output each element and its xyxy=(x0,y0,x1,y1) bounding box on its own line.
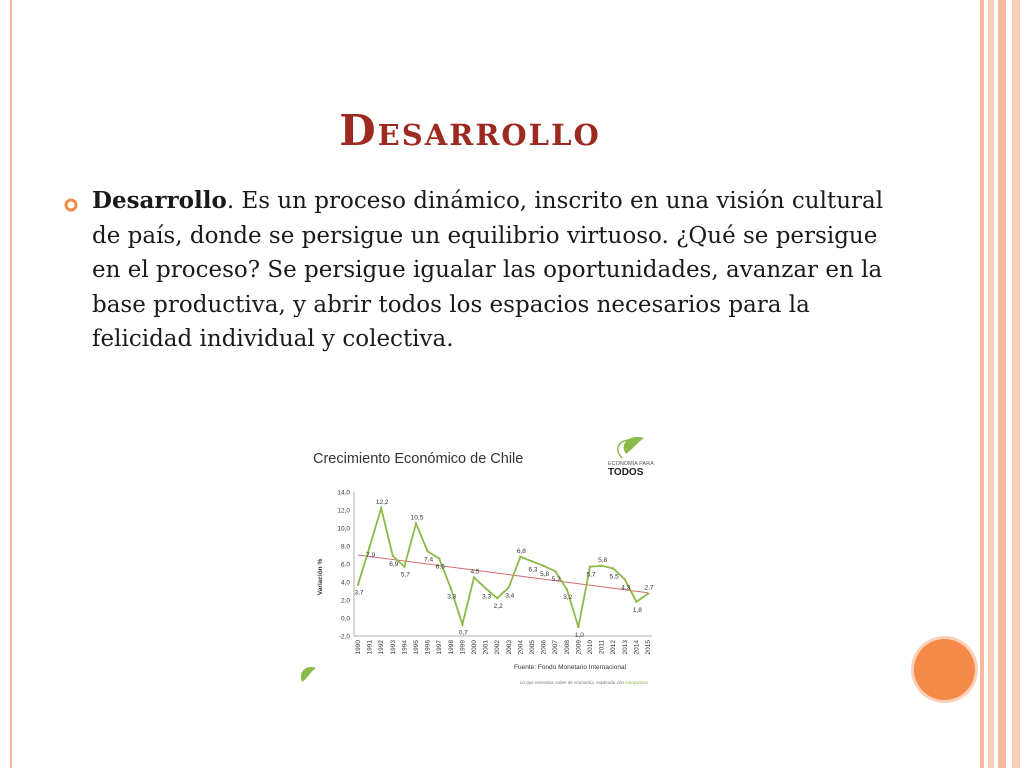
chart-series xyxy=(357,507,649,628)
data-point xyxy=(368,546,370,548)
y-tick-label: 2,0 xyxy=(340,597,350,605)
chart-figure xyxy=(296,432,676,692)
data-point xyxy=(403,566,405,568)
data-label: 5,5 xyxy=(609,573,619,581)
x-tick-label: 1999 xyxy=(459,640,467,655)
data-point xyxy=(647,593,649,595)
data-point xyxy=(577,626,579,628)
data-point xyxy=(438,557,440,559)
y-tick-label: 8,0 xyxy=(340,543,350,551)
x-tick-label: 2006 xyxy=(540,640,548,655)
y-tick-label: -2,0 xyxy=(338,633,350,641)
frame-right-stripes xyxy=(978,0,1024,768)
x-tick-label: 2000 xyxy=(471,640,478,655)
data-label: 4,5 xyxy=(470,568,480,576)
data-label: 1,8 xyxy=(632,606,642,614)
data-point xyxy=(612,567,614,569)
data-point xyxy=(461,623,463,625)
data-point xyxy=(415,522,417,524)
data-point xyxy=(392,555,394,557)
x-tick-label: 1997 xyxy=(436,640,444,655)
data-point xyxy=(635,601,637,603)
x-tick-label: 1990 xyxy=(355,640,362,655)
x-tick-label: 1992 xyxy=(378,640,386,655)
bullet-body: . Es un proceso dinámico, inscrito en una visión cultural de país, donde se persigue un equilibrio virtuoso. ¿Qué se persigue en el proceso? Se persigue igualar las oportunidades, avanzar en la base productiva, y abrir todos los espacios necesarios para la felicidad individual y colectiva. xyxy=(92,188,884,352)
x-tick-label: 2012 xyxy=(610,640,618,655)
x-tick-label: 2005 xyxy=(529,640,536,655)
x-tick-label: 1991 xyxy=(366,640,374,655)
y-tick-label: 6,0 xyxy=(340,561,350,569)
series-line xyxy=(358,508,648,627)
x-tick-label: 1995 xyxy=(413,640,420,655)
x-tick-label: 1993 xyxy=(389,640,397,655)
data-label: 3,4 xyxy=(505,592,515,600)
data-label: 6,6 xyxy=(435,563,445,571)
x-tick-label: 2008 xyxy=(563,640,571,655)
data-point xyxy=(519,556,521,558)
y-axis-label: Variación % xyxy=(317,558,324,596)
tagline: Lo que necesitas saber de economía, explicado con manzanitas xyxy=(520,680,649,685)
data-label: 12,2 xyxy=(375,499,389,507)
x-tick-label: 2015 xyxy=(645,640,652,655)
data-label: 6,9 xyxy=(389,560,399,568)
data-point xyxy=(450,587,452,589)
data-label: 3,3 xyxy=(482,593,492,601)
data-point xyxy=(589,566,591,568)
data-label: 6,3 xyxy=(528,566,538,574)
x-tick-label: 2010 xyxy=(587,640,594,655)
data-point xyxy=(357,584,359,586)
data-point xyxy=(554,570,556,572)
slide-title: Desarrollo xyxy=(339,106,601,155)
x-tick-label: 2004 xyxy=(517,640,525,655)
data-label: 1,0 xyxy=(574,632,584,639)
data-label: 7,4 xyxy=(424,556,434,564)
data-label: 5,8 xyxy=(598,556,608,564)
data-point xyxy=(426,550,428,552)
data-label: 3,3 xyxy=(447,593,457,601)
decorative-orange-circle xyxy=(914,639,975,700)
x-tick-label: 2001 xyxy=(482,640,490,655)
x-tick-label: 2009 xyxy=(575,640,583,655)
data-label: 0,7 xyxy=(458,629,468,637)
data-point xyxy=(542,565,544,567)
chart-title: Crecimiento Económico de Chile xyxy=(313,451,524,467)
data-label: 2,7 xyxy=(644,584,654,592)
data-label: 3,7 xyxy=(354,589,364,597)
bullet-icon xyxy=(64,198,78,212)
x-tick-label: 2003 xyxy=(505,640,513,655)
logo-economia-para-todos xyxy=(608,437,654,478)
data-point xyxy=(473,576,475,578)
y-tick-label: 4,0 xyxy=(340,579,350,587)
x-tick-label: 2011 xyxy=(598,640,606,654)
data-label: 5,7 xyxy=(586,571,596,579)
bullet-text xyxy=(92,184,892,357)
data-point xyxy=(600,565,602,567)
chart-data-labels xyxy=(354,499,653,639)
x-tick-label: 2013 xyxy=(621,640,629,655)
x-tick-label: 2002 xyxy=(494,640,502,655)
y-tick-label: 0,0 xyxy=(340,615,350,623)
data-label: 10,5 xyxy=(410,514,424,522)
data-point xyxy=(531,560,533,562)
leaf-footer-icon xyxy=(301,667,316,682)
x-tick-label: 1994 xyxy=(401,640,409,655)
chart-svg xyxy=(296,432,676,692)
data-point xyxy=(566,588,568,590)
data-label: 4,3 xyxy=(621,584,631,592)
x-tick-label: 2014 xyxy=(633,640,641,655)
data-label: 7,9 xyxy=(366,551,376,559)
data-label: 5,2 xyxy=(551,576,561,584)
x-tick-label: 1998 xyxy=(447,640,455,655)
x-tick-label: 1996 xyxy=(424,640,432,655)
data-label: 2,2 xyxy=(493,603,503,611)
data-label: 5,8 xyxy=(540,570,550,578)
y-tick-label: 12,0 xyxy=(337,507,350,515)
data-point xyxy=(508,586,510,588)
data-label: 6,8 xyxy=(516,547,526,555)
data-point xyxy=(484,587,486,589)
data-point xyxy=(496,597,498,599)
data-point xyxy=(624,578,626,580)
logo-line2: TODOS xyxy=(608,467,644,478)
chart-x-ticks xyxy=(355,640,652,655)
logo-line1: ECONOMÍA PARA xyxy=(608,461,654,467)
data-label: 5,7 xyxy=(400,571,410,579)
source-note: Fuente: Fondo Monetario Internacional xyxy=(514,664,627,671)
y-tick-label: 14,0 xyxy=(337,489,350,497)
data-point xyxy=(380,507,382,509)
x-tick-label: 2007 xyxy=(552,640,560,655)
bullet-bold-term: Desarrollo xyxy=(92,187,227,214)
data-label: 3,2 xyxy=(563,594,573,602)
y-tick-label: 10,0 xyxy=(337,525,350,533)
chart-axes xyxy=(337,490,652,641)
